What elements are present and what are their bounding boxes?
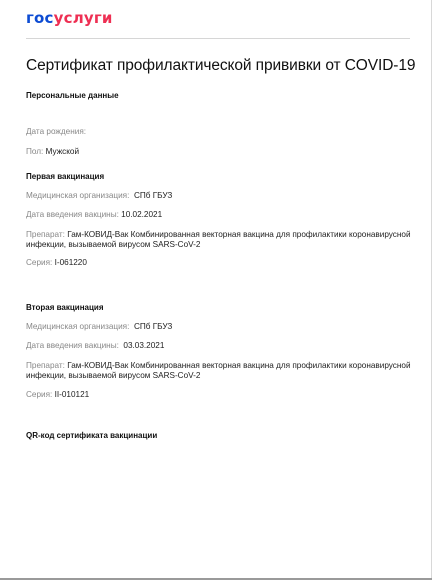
first-series-value: I-061220 — [54, 258, 87, 267]
personal-data-heading: Персональные данные — [26, 91, 119, 100]
second-date-value: 03.03.2021 — [123, 341, 165, 350]
first-drug-row — [26, 230, 418, 249]
first-series-label: Серия: — [26, 258, 53, 267]
second-series-label: Серия: — [26, 390, 53, 399]
second-org-label: Медицинская организация: — [26, 322, 130, 331]
second-date-row — [26, 341, 164, 350]
second-drug-row — [26, 361, 418, 380]
header-divider — [26, 38, 410, 39]
first-org-value: СПб ГБУЗ — [133, 191, 173, 200]
second-series-row — [26, 390, 89, 399]
qr-heading: QR-код сертификата вакцинации — [26, 431, 158, 440]
second-drug-value: Гам-КОВИД-Вак Комбинированная векторная вакцина для профилактики коронавирусной инфекции, вызываемой вирусом SARS-CoV-2 — [26, 361, 411, 380]
second-drug-label: Препарат: — [26, 361, 65, 370]
second-org-row — [26, 322, 172, 331]
first-drug-value: Гам-КОВИД-Вак Комбинированная векторная вакцина для профилактики коронавирусной инфекции, вызываемой вирусом SARS-CoV-2 — [26, 230, 411, 249]
birth-date-row — [26, 127, 86, 136]
first-date-value: 10.02.2021 — [121, 210, 163, 219]
first-vaccination-heading: Первая вакцинация — [26, 172, 105, 181]
sex-value: Мужской — [45, 147, 80, 156]
qr-code-area — [26, 452, 146, 572]
second-date-label: Дата введения вакцины: — [26, 341, 119, 350]
first-date-label: Дата введения вакцины: — [26, 210, 119, 219]
first-date-row — [26, 210, 162, 219]
sex-label: Пол: — [26, 147, 44, 156]
second-series-value: II-010121 — [54, 390, 90, 399]
page-title: Сертификат профилактической прививки от COVID-19 — [26, 57, 416, 74]
gosuslugi-logo[interactable] — [26, 9, 113, 27]
first-org-label: Медицинская организация: — [26, 191, 130, 200]
first-drug-label: Препарат: — [26, 230, 65, 239]
birth-date-label: Дата рождения: — [26, 127, 87, 136]
first-series-row — [26, 258, 87, 267]
second-org-value: СПб ГБУЗ — [133, 322, 173, 331]
second-vaccination-heading: Вторая вакцинация — [26, 303, 104, 312]
first-org-row — [26, 191, 172, 200]
sex-row — [26, 147, 79, 156]
logo-part-gos: гос — [26, 9, 54, 27]
logo-part-uslugi: услуги — [53, 9, 113, 27]
